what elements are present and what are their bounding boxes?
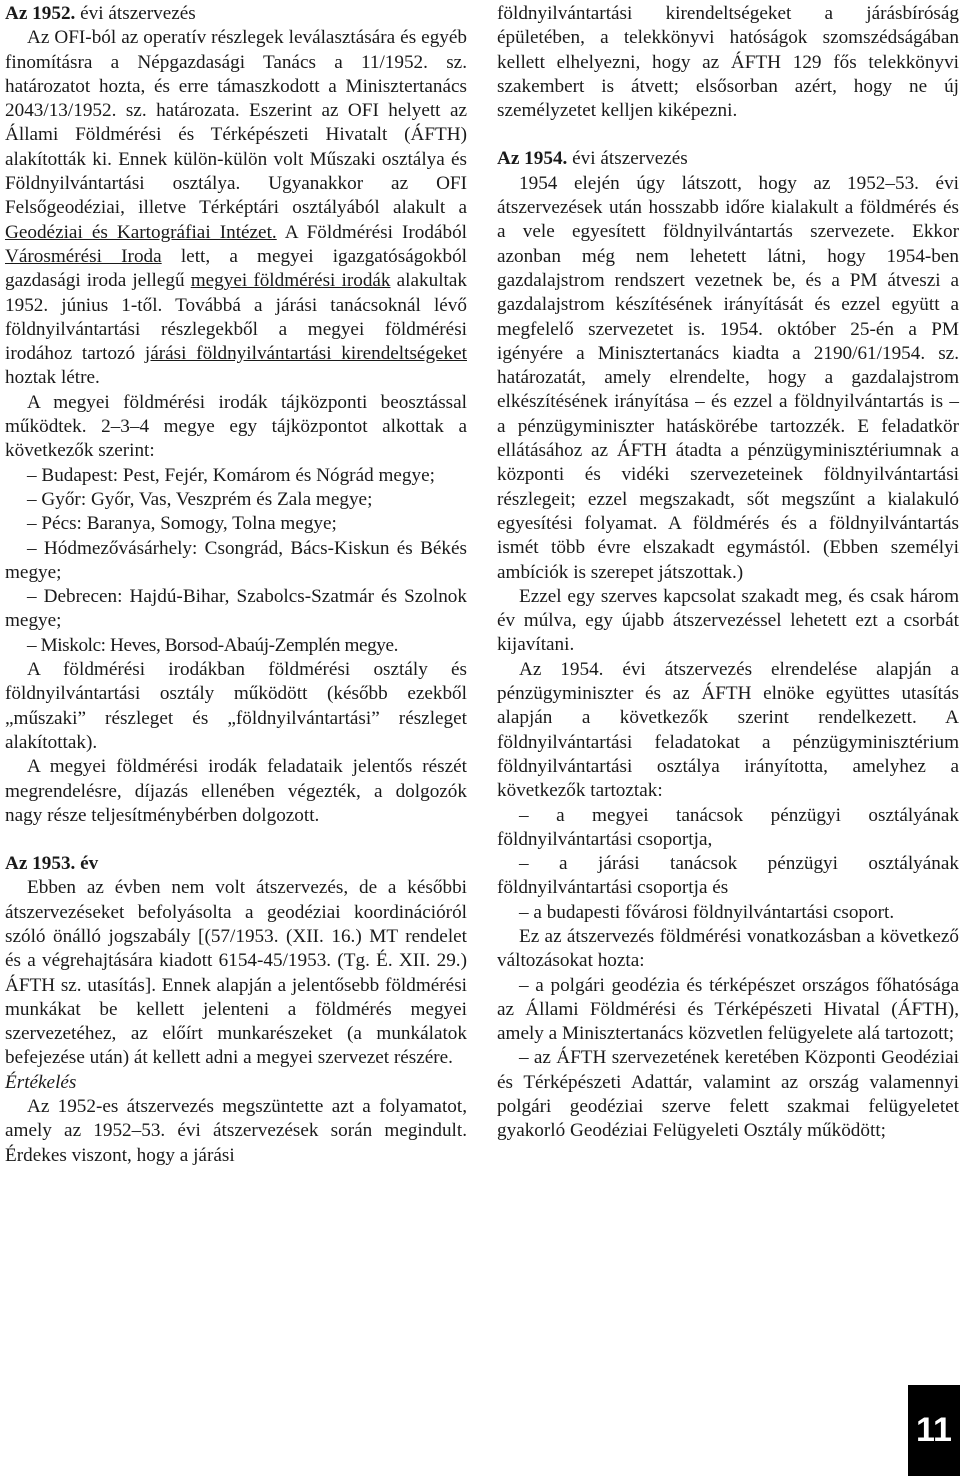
right-column — [497, 2, 959, 1144]
list-item: – a járási tanácsok pénzügyi osztályának földnyilvántartási csoportja és — [497, 853, 959, 899]
para-1953: Ebben az évben nem volt átszervezés, de a későbbi átszervezéseket befolyásolta a geodéziai koordinációról szóló önálló jogszabály [(57/1953. (XII. 16.) MT rendelet és a végrehajtására kiadott 6154-45/1953. (Tg. É. XII. 29.) ÁFTH sz. utasítás]. Ennek alapján a jelentősebb földmérési munkákat be kellett jelenteni a földmérés megyei szervezetéhez, az előírt munkarészeket (a munkálatok befejezése után) át kellett adni a megyei szervezet részére. — [5, 877, 467, 1069]
para-1954-intro: 1954 elején úgy látszott, hogy az 1952–53. évi átszervezések után hosszabb időre kialakult a földmérés és a vele egyesített földnyilvántartás szervezete. Ekkor azonban még nem lehetett látni, hogy 1954-ben gazdalajstrom rendszert vezetnek be, és a PM átveszi a gazdalajstrom készítésének irányítását és ezzel együtt a megfelelő szervezetet is. 1954. október 25-én a PM igényére a Minisztertanács kiadta a 2190/61/1954. sz. határozatát, amely elrendelte, hogy a gazdalajstrom elkészítésének irányítása – és ezzel a földnyilvántartás is – a pénzügyminiszter hatáskörébe tartozzék. E feladatkör ellátásához az ÁFTH átadta a pénzügyminisztériumnak a központi és vidéki szervezeteinek földnyilvántartási részlegeit; ezzel megszakadt, sőt megszűnt a kialakuló egyesítési folyamat. A földmérés és a földnyilvántartás ismét több évre elszakadt egymástól. (Ebben személyi ambíciók is szerepet játszottak.) — [497, 172, 959, 583]
list-item: – a budapesti fővárosi földnyilvántartási csoport. — [519, 901, 895, 923]
para-1952-osztalyok: A földmérési irodákban földmérési osztály és földnyilvántartási osztály működött (később ezekből „műszaki” részleget és „földnyilvántartási” részleget alakítottak). — [5, 659, 467, 753]
para-1954-rendelkezes: Az 1954. évi átszervezés elrendelése alapján a pénzügyminiszter és az ÁFTH elnöke együttes utasítás alapján a következők szerint rendelkezett. A földnyilvántartási feladatokat a pénzügyminisztérium földnyilvántartási osztálya irányította, amelyhez a következők tartoztak: — [497, 658, 959, 802]
text-run: lett, a megyei igazgatóságokból gazdasági iroda jellegű — [5, 245, 468, 292]
heading-1953-rest: év — [80, 853, 99, 875]
text-run: hoztak létre. — [5, 367, 100, 389]
heading-ertekeles: Értékelés — [5, 1071, 77, 1093]
para-1952-tajkozpont: A megyei földmérési irodák tájközponti beosztással működtek. 2–3–4 megye egy tájközpontot alkottak a következők szerint: — [5, 391, 467, 462]
text-run: alakultak 1952. június 1-től. Továbbá a járási tanácsoknál lévő földnyilvántartási részlegekből a megyei földmérési irodához tartozó — [5, 270, 467, 365]
heading-1953-year: Az 1953. — [5, 853, 76, 875]
heading-1953 — [5, 852, 467, 876]
para-1952-intro — [5, 26, 467, 390]
list-item: – az ÁFTH szervezetének keretében Központi Geodéziai és Térképészeti Adattár, valamint az ország valamennyi polgári geodéziai szerve felett szakmai felügyeletet gyakorló Geodéziai Felügyeleti Osztály működött; — [497, 1047, 959, 1142]
heading-1952 — [5, 2, 467, 26]
list-item: – Debrecen: Hajdú-Bihar, Szabolcs-Szatmár és Szolnok megye; — [5, 586, 467, 632]
list-item: – Pécs: Baranya, Somogy, Tolna megye; — [27, 513, 337, 535]
heading-1954-rest: évi átszervezés — [572, 148, 688, 170]
list-item: – Miskolc: Heves, Borsod-Abaúj-Zemplén megye. — [27, 634, 398, 656]
para-1954-kapcsolat: Ezzel egy szerves kapcsolat szakadt meg, és csak három év múlva, egy újabb átszervezéssel lehetett ezt a csorbát kijavítani. — [497, 585, 959, 656]
para-1954-valtozasok: Ez az átszervezés földmérési vonatkozásban a következő változásokat hozta: — [497, 925, 959, 972]
page-number: 11 — [908, 1385, 960, 1476]
para-ertekeles: Az 1952-es átszervezés megszüntette azt a folyamatot, amely az 1952–53. évi átszervezések során megindult. Érdekes viszont, hogy a járási — [5, 1096, 467, 1166]
text-run: A Földmérési Irodából — [276, 221, 467, 243]
heading-1952-rest: évi átszervezés — [80, 3, 196, 24]
list-item: – Hódmezővásárhely: Csongrád, Bács-Kiskun és Békés megye; — [5, 537, 467, 583]
text-run: Az OFI-ból az operatív részlegek leválasztására és egyéb finomításra a Népgazdasági Tanács a 11/1952. sz. határozatot hozta, és erre támaszkodott a Minisztertanács 2043/13/1952. sz. határozata. Eszerint az OFI helyett az Állami Földmérési és Térképészeti Hivatalt (ÁFTH) alakították ki. Ennek külön-külön volt Műszaki osztálya és Földnyilvántartási osztálya. Ugyanakkor az OFI Felsőgeodéziai, illetve Térképtári osztályából alakult a — [5, 27, 467, 219]
heading-1952-year: Az 1952. — [5, 3, 76, 24]
underlined-term-megyei-irodak: megyei földmérési irodák — [190, 270, 391, 292]
para-1952-feladatok: A megyei földmérési irodák feladataik jelentős részét megrendelésre, díjazás ellenében végezték, a dolgozók nagy része teljesítménybérben dolgozott. — [5, 756, 467, 826]
list-item: – a megyei tanácsok pénzügyi osztályának földnyilvántartási csoportja, — [497, 804, 959, 850]
underlined-term-gki: Geodéziai és Kartográfiai Intézet. — [5, 221, 277, 243]
list-item: – a polgári geodézia és térképészet országos főhatósága az Állami Földmérési és Térképészeti Hivatal (ÁFTH), amely a Minisztertanács közvetlen felügyelete alá tartozott; — [497, 974, 959, 1045]
left-column — [5, 2, 467, 1168]
heading-1954 — [497, 147, 959, 171]
para-continuation: földnyilvántartási kirendeltségeket a járásbíróság épületében, a telekkönyvi hatóságok szomszédságában kellett elhelyezni, hogy az ÁFTH 129 fős telekkönyvi szakembert is átvett; elsősorban azért, hogy ne új személyzetet kelljen kiképezni. — [497, 3, 959, 122]
underlined-term-varosmeresi: Városmérési Iroda — [5, 245, 162, 267]
list-item: – Győr: Győr, Vas, Veszprém és Zala megye; — [27, 488, 373, 510]
list-item: – Budapest: Pest, Fejér, Komárom és Nógrád megye; — [27, 464, 435, 486]
underlined-term-jarasi-kirendeltsegek: járási földnyilvántartási kirendeltségeket — [144, 343, 467, 365]
heading-1954-year: Az 1954. — [497, 148, 568, 170]
